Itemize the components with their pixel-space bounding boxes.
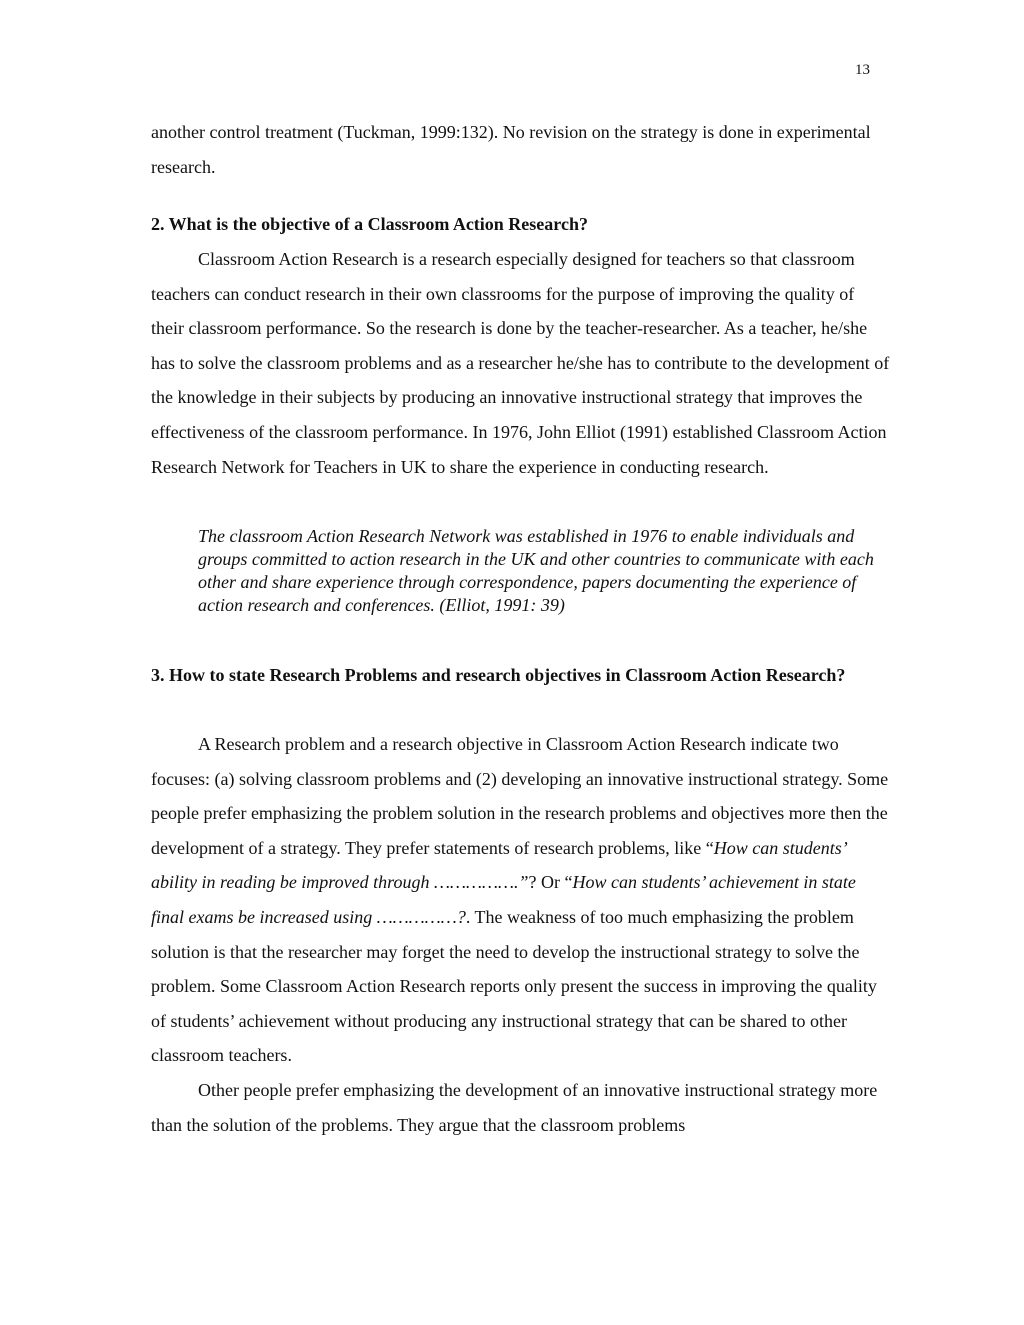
section-2-body: [151, 242, 891, 484]
section-3-paragraph-2: Other people prefer emphasizing the development of an innovative instructional strategy more than the solution of the problems. They argue that the classroom problems: [151, 1079, 878, 1135]
section-3-body: [151, 727, 891, 1142]
section-2-heading: 2. What is the objective of a Classroom Action Research?: [151, 214, 588, 234]
section-3-paragraph-1-part-3: . The weakness of too much emphasizing the problem solution is that the researcher may forget the need to develop the instructional strategy to solve the problem. Some Classroom Action Research reports only present the success in improving the quality of students’ achievement without producing any instructional strategy that can be shared to other classroom teachers.: [151, 906, 877, 1066]
block-quote: The classroom Action Research Network was established in 1976 to enable individuals and groups committed to action research in the UK and other countries to communicate with each other and share experience through correspondence, papers documenting the experience of action research and conferences. (Elliot, 1991: 39): [198, 526, 874, 615]
section-2-paragraph: Classroom Action Research is a research especially designed for teachers so that classroom teachers can conduct research in their own classrooms for the purpose of improving the quality of their classroom performance. So the research is done by the teacher-researcher. As a teacher, he/she has to solve the classroom problems and as a researcher he/she has to contribute to the development of the knowledge in their subjects by producing an innovative instructional strategy that improves the effectiveness of the classroom performance. In 1976, John Elliot (1991) established Classroom Action Research Network for Teachers in UK to share the experience in conducting research.: [151, 249, 890, 477]
intro-paragraph: another control treatment (Tuckman, 1999:132). No revision on the strategy is done in experimental research.: [151, 122, 871, 177]
section-3: [151, 664, 891, 687]
section-2: [151, 213, 891, 236]
section-3-paragraph-1: [151, 727, 891, 1073]
page-number: 13: [855, 62, 870, 78]
intro-paragraph-block: [151, 115, 891, 184]
example-question-2: How can students’ achievement in state final exams be increased using ……………?: [151, 872, 856, 927]
section-3-paragraph-1-part-2: ? Or “: [528, 872, 573, 893]
section-3-heading: 3. How to state Research Problems and research objectives in Classroom Action Research?: [151, 665, 846, 685]
example-question-1: How can students’ ability in reading be improved through …………….”: [151, 837, 846, 893]
section-3-paragraph-1-part-1: A Research problem and a research objective in Classroom Action Research indicate two focuses: (a) solving classroom problems and (2) developing an innovative instructional strategy. Some people prefer emphasizing the problem solution in the research problems and objectives more then the development of a strategy. They prefer statements of research problems, like “: [151, 734, 889, 858]
